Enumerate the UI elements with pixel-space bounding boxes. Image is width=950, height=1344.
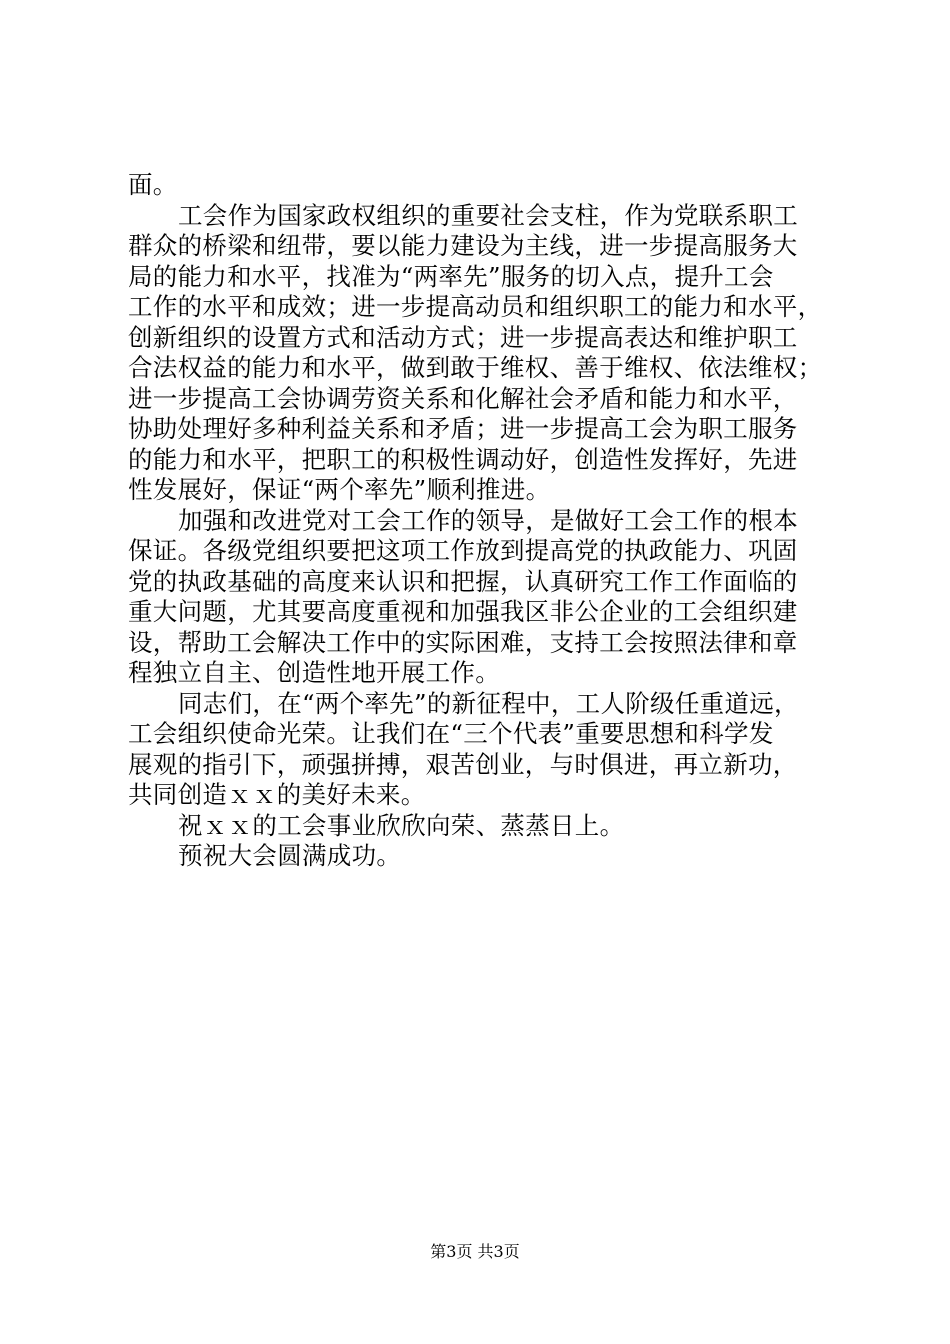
page-footer (0, 1242, 950, 1262)
text-line: 党的执政基础的高度来认识和把握，认真研究工作工作面临的 (128, 566, 798, 596)
text-line: 工会作为国家政权组织的重要社会支柱，作为党联系职工 (178, 200, 798, 230)
text-line: 群众的桥梁和纽带，要以能力建设为主线，进一步提高服务大 (128, 231, 798, 260)
text-line: 重大问题，尤其要高度重视和加强我区非公企业的工会组织建 (128, 597, 798, 626)
text-line: 同志们，在“两个率先”的新征程中，工人阶级任重道远， (178, 688, 799, 718)
text-line: 性发展好，保证“两个率先”顺利推进。 (128, 475, 551, 504)
text-line: 保证。各级党组织要把这项工作放到提高党的执政能力、巩固 (128, 536, 798, 565)
text-line: 展观的指引下，顽强拼搏，艰苦创业，与时俱进，再立新功， (128, 749, 798, 779)
text-line: 祝ｘｘ的工会事业欣欣向荣、蒸蒸日上。 (178, 810, 625, 840)
text-line: 进一步提高工会协调劳资关系和化解社会矛盾和能力和水平， (128, 383, 798, 413)
text-line: 设，帮助工会解决工作中的实际困难，支持工会按照法律和章 (128, 627, 798, 657)
text-line: 协助处理好多种利益关系和矛盾；进一步提高工会为职工服务 (128, 414, 798, 443)
text-line: 工会组织使命光荣。让我们在“三个代表”重要思想和科学发 (128, 719, 774, 748)
text-line: 程独立自主、创造性地开展工作。 (128, 658, 500, 687)
text-line: 预祝大会圆满成功。 (178, 841, 402, 870)
text-line: 加强和改进党对工会工作的领导，是做好工会工作的根本 (178, 505, 798, 535)
text-line: 合法权益的能力和水平，做到敢于维权、善于维权、依法维权； (128, 353, 823, 382)
text-line: 创新组织的设置方式和活动方式；进一步提高表达和维护职工 (128, 322, 798, 352)
text-line: 的能力和水平，把职工的积极性调动好，创造性发挥好，先进 (128, 444, 798, 474)
text-line: 面。 (128, 170, 178, 199)
text-line: 共同创造ｘｘ的美好未来。 (128, 780, 426, 809)
page-number-label: 第3页 共3页 (430, 1242, 520, 1261)
text-line: 局的能力和水平，找准为“两率先”服务的切入点，提升工会 (128, 261, 774, 291)
document-body (128, 170, 833, 872)
text-line: 工作的水平和成效；进一步提高动员和组织职工的能力和水平， (128, 292, 823, 321)
